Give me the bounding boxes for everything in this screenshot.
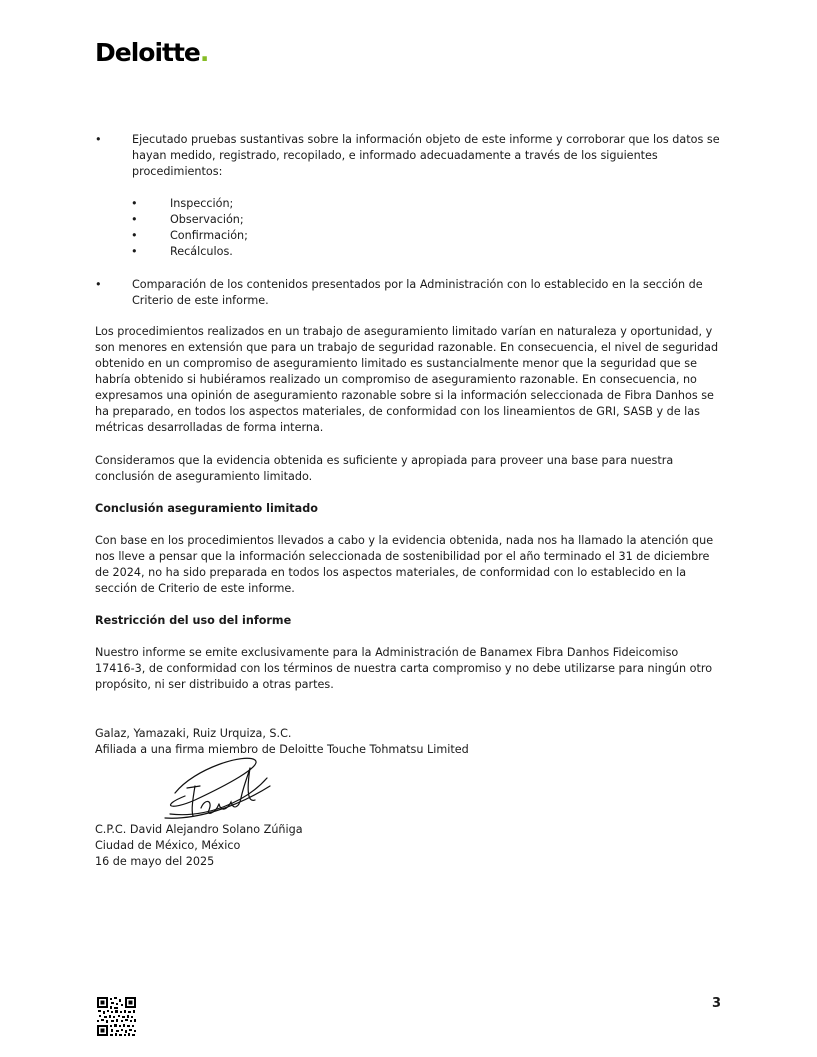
bullet-icon: • bbox=[131, 197, 138, 210]
handwritten-signature bbox=[155, 748, 275, 828]
bullet-item-comparacion bbox=[95, 277, 725, 309]
paragraph-restriccion: Nuestro informe se emite exclusivamente para la Administración de Banamex Fibra Danhos Fideicomiso 17416-3, de conformidad con los términos de nuestra carta compromiso y no debe utilizarse para ningún otro propósito, ni ser distribuido a otras partes. bbox=[95, 646, 713, 691]
signer-block bbox=[95, 822, 303, 870]
signer-date: 16 de mayo del 2025 bbox=[95, 855, 215, 868]
paragraph-evidencia: Consideramos que la evidencia obtenida es suficiente y apropiada para proveer una base para nuestra conclusión de aseguramiento limitado. bbox=[95, 454, 674, 483]
heading-restriccion: Restricción del uso del informe bbox=[95, 614, 292, 627]
bullet-text: Ejecutado pruebas sustantivas sobre la información objeto de este informe y corroborar que los datos se hayan medido, registrado, recopilado, e informado adecuadamente a través de los siguientes procedimientos: bbox=[132, 133, 720, 178]
bullet-icon: • bbox=[95, 133, 102, 146]
firm-affiliation: Afiliada a una firma miembro de Deloitte Touche Tohmatsu Limited bbox=[95, 743, 469, 756]
firm-block bbox=[95, 726, 469, 758]
heading-conclusion: Conclusión aseguramiento limitado bbox=[95, 502, 318, 515]
signer-city: Ciudad de México, México bbox=[95, 839, 241, 852]
qr-code-icon bbox=[97, 997, 136, 1036]
bullet-icon: • bbox=[131, 229, 138, 242]
bullet-item-pruebas bbox=[95, 132, 725, 180]
firm-name: Galaz, Yamazaki, Ruiz Urquiza, S.C. bbox=[95, 727, 292, 740]
signer-name: C.P.C. David Alejandro Solano Zúñiga bbox=[95, 823, 303, 836]
page-number: 3 bbox=[712, 996, 722, 1011]
bullet-text: Comparación de los contenidos presentados por la Administración con lo establecido en la sección de Criterio de este informe. bbox=[132, 278, 703, 307]
deloitte-logo: Deloitte. bbox=[95, 38, 209, 67]
bullet-icon: • bbox=[131, 213, 138, 226]
paragraph-procedimientos: Los procedimientos realizados en un trabajo de aseguramiento limitado varían en naturaleza y oportunidad, y son menores en extensión que para un trabajo de seguridad razonable. En consecuencia, el nivel de seguridad obtenido en un compromiso de aseguramiento limitado es sustancialmente menor que la seguridad que se habría obtenido si hubiéramos realizado un compromiso de aseguramiento razonable. En consecuencia, no expresamos una opinión de aseguramiento razonable sobre si la información seleccionada de Fibra Danhos se ha preparado, en todos los aspectos materiales, de conformidad con los lineamientos de GRI, SASB y de las métricas desarrolladas de forma interna. bbox=[95, 325, 719, 434]
bullet-icon: • bbox=[131, 245, 138, 258]
bullet-icon: • bbox=[95, 278, 102, 291]
paragraph-conclusion: Con base en los procedimientos llevados a cabo y la evidencia obtenida, nada nos ha llamado la atención que nos lleve a pensar que la información seleccionada de sostenibilidad por el año terminado el 31 de diciembre de 2024, no ha sido preparada en todos los aspectos materiales, de conformidad con lo establecido en la sección de Criterio de este informe. bbox=[95, 534, 714, 595]
